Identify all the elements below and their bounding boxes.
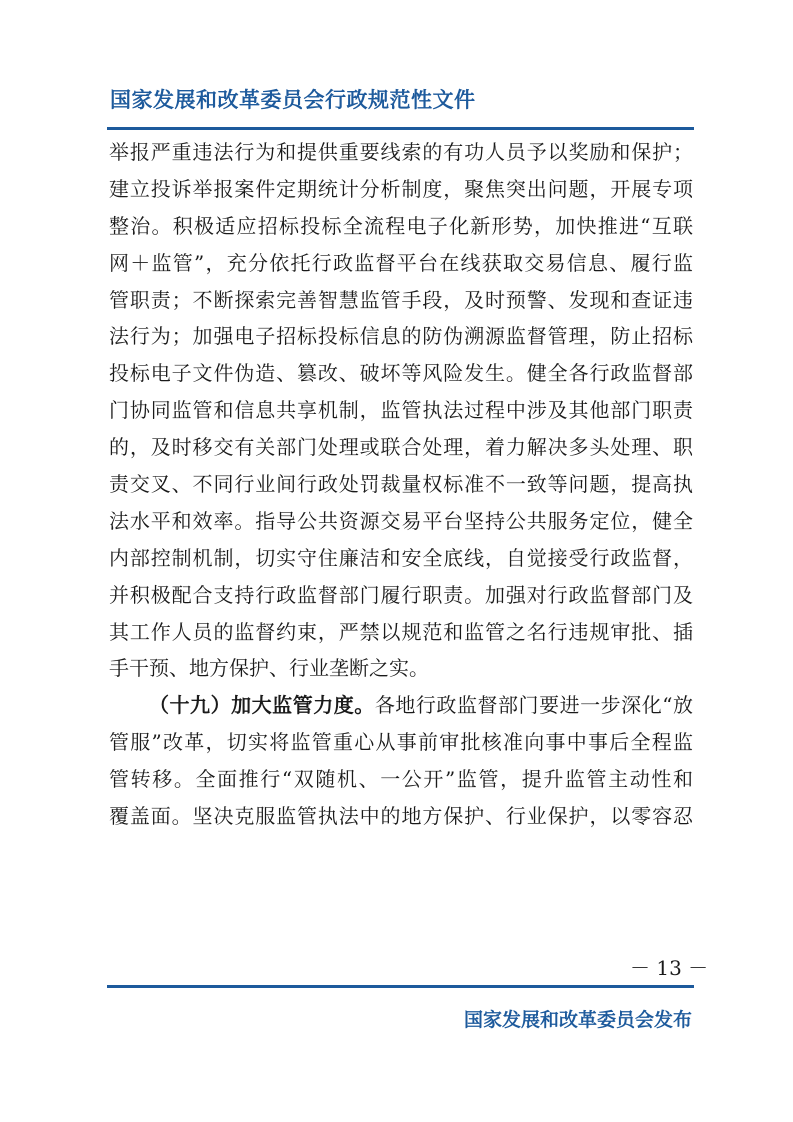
paragraph-line: 内部控制机制，切实守住廉洁和安全底线，自觉接受行政监督，: [109, 545, 693, 570]
paragraph-line: 并积极配合支持行政监督部门履行职责。加强对行政监督部门及: [109, 582, 693, 607]
paragraph-line: 管职责；不断探索完善智慧监管手段，及时预警、发现和查证违: [109, 287, 693, 312]
paragraph-line: 整治。积极适应招标投标全流程电子化新形势，加快推进“互联: [109, 213, 693, 238]
section-line: 覆盖面。坚决克服监管执法中的地方保护、行业保护，以零容忍: [109, 804, 693, 829]
section-line: 管服”改革，切实将监管重心从事前审批核准向事中事后全程监: [109, 730, 693, 755]
paragraph-line: 其工作人员的监督约束，严禁以规范和监管之名行违规审批、插: [109, 619, 693, 644]
header-divider: [107, 127, 694, 130]
paragraph-line: 网＋监管”，充分依托行政监督平台在线获取交易信息、履行监: [109, 250, 693, 275]
paragraph-line: 手干预、地方保护、行业垄断之实。: [109, 656, 429, 681]
paragraph-line: 的，及时移交有关部门处理或联合处理，着力解决多头处理、职: [109, 435, 693, 460]
paragraph-line: 法水平和效率。指导公共资源交易平台坚持公共服务定位，健全: [109, 508, 693, 533]
paragraph-line: 门协同监管和信息共享机制，监管执法过程中涉及其他部门职责: [109, 398, 693, 423]
paragraph-line: 举报严重违法行为和提供重要线索的有功人员予以奖励和保护；: [109, 140, 693, 164]
section-first-line: [109, 687, 693, 724]
footer-publisher: 国家发展和改革委员会发布: [463, 1009, 692, 1031]
page-number: － 13 －: [630, 956, 709, 980]
section-first-line-text: 各地行政监督部门要进一步深化“放: [374, 693, 693, 718]
paragraph-line: 责交叉、不同行业间行政处罚裁量权标准不一致等问题，提高执: [109, 472, 693, 497]
paragraph-line: 建立投诉举报案件定期统计分析制度，聚焦突出问题，开展专项: [109, 176, 693, 201]
footer-divider: [107, 985, 694, 988]
paragraph-line: 投标电子文件伪造、篡改、破坏等风险发生。健全各行政监督部: [109, 361, 693, 386]
section-line: 管转移。全面推行“双随机、一公开”监管，提升监管主动性和: [109, 767, 693, 792]
paragraph-line: 法行为；加强电子招标投标信息的防伪溯源监督管理，防止招标: [109, 324, 693, 349]
document-header-title: 国家发展和改革委员会行政规范性文件: [110, 88, 476, 112]
document-body: [109, 134, 693, 835]
section-heading: （十九）加大监管力度。: [149, 693, 375, 718]
